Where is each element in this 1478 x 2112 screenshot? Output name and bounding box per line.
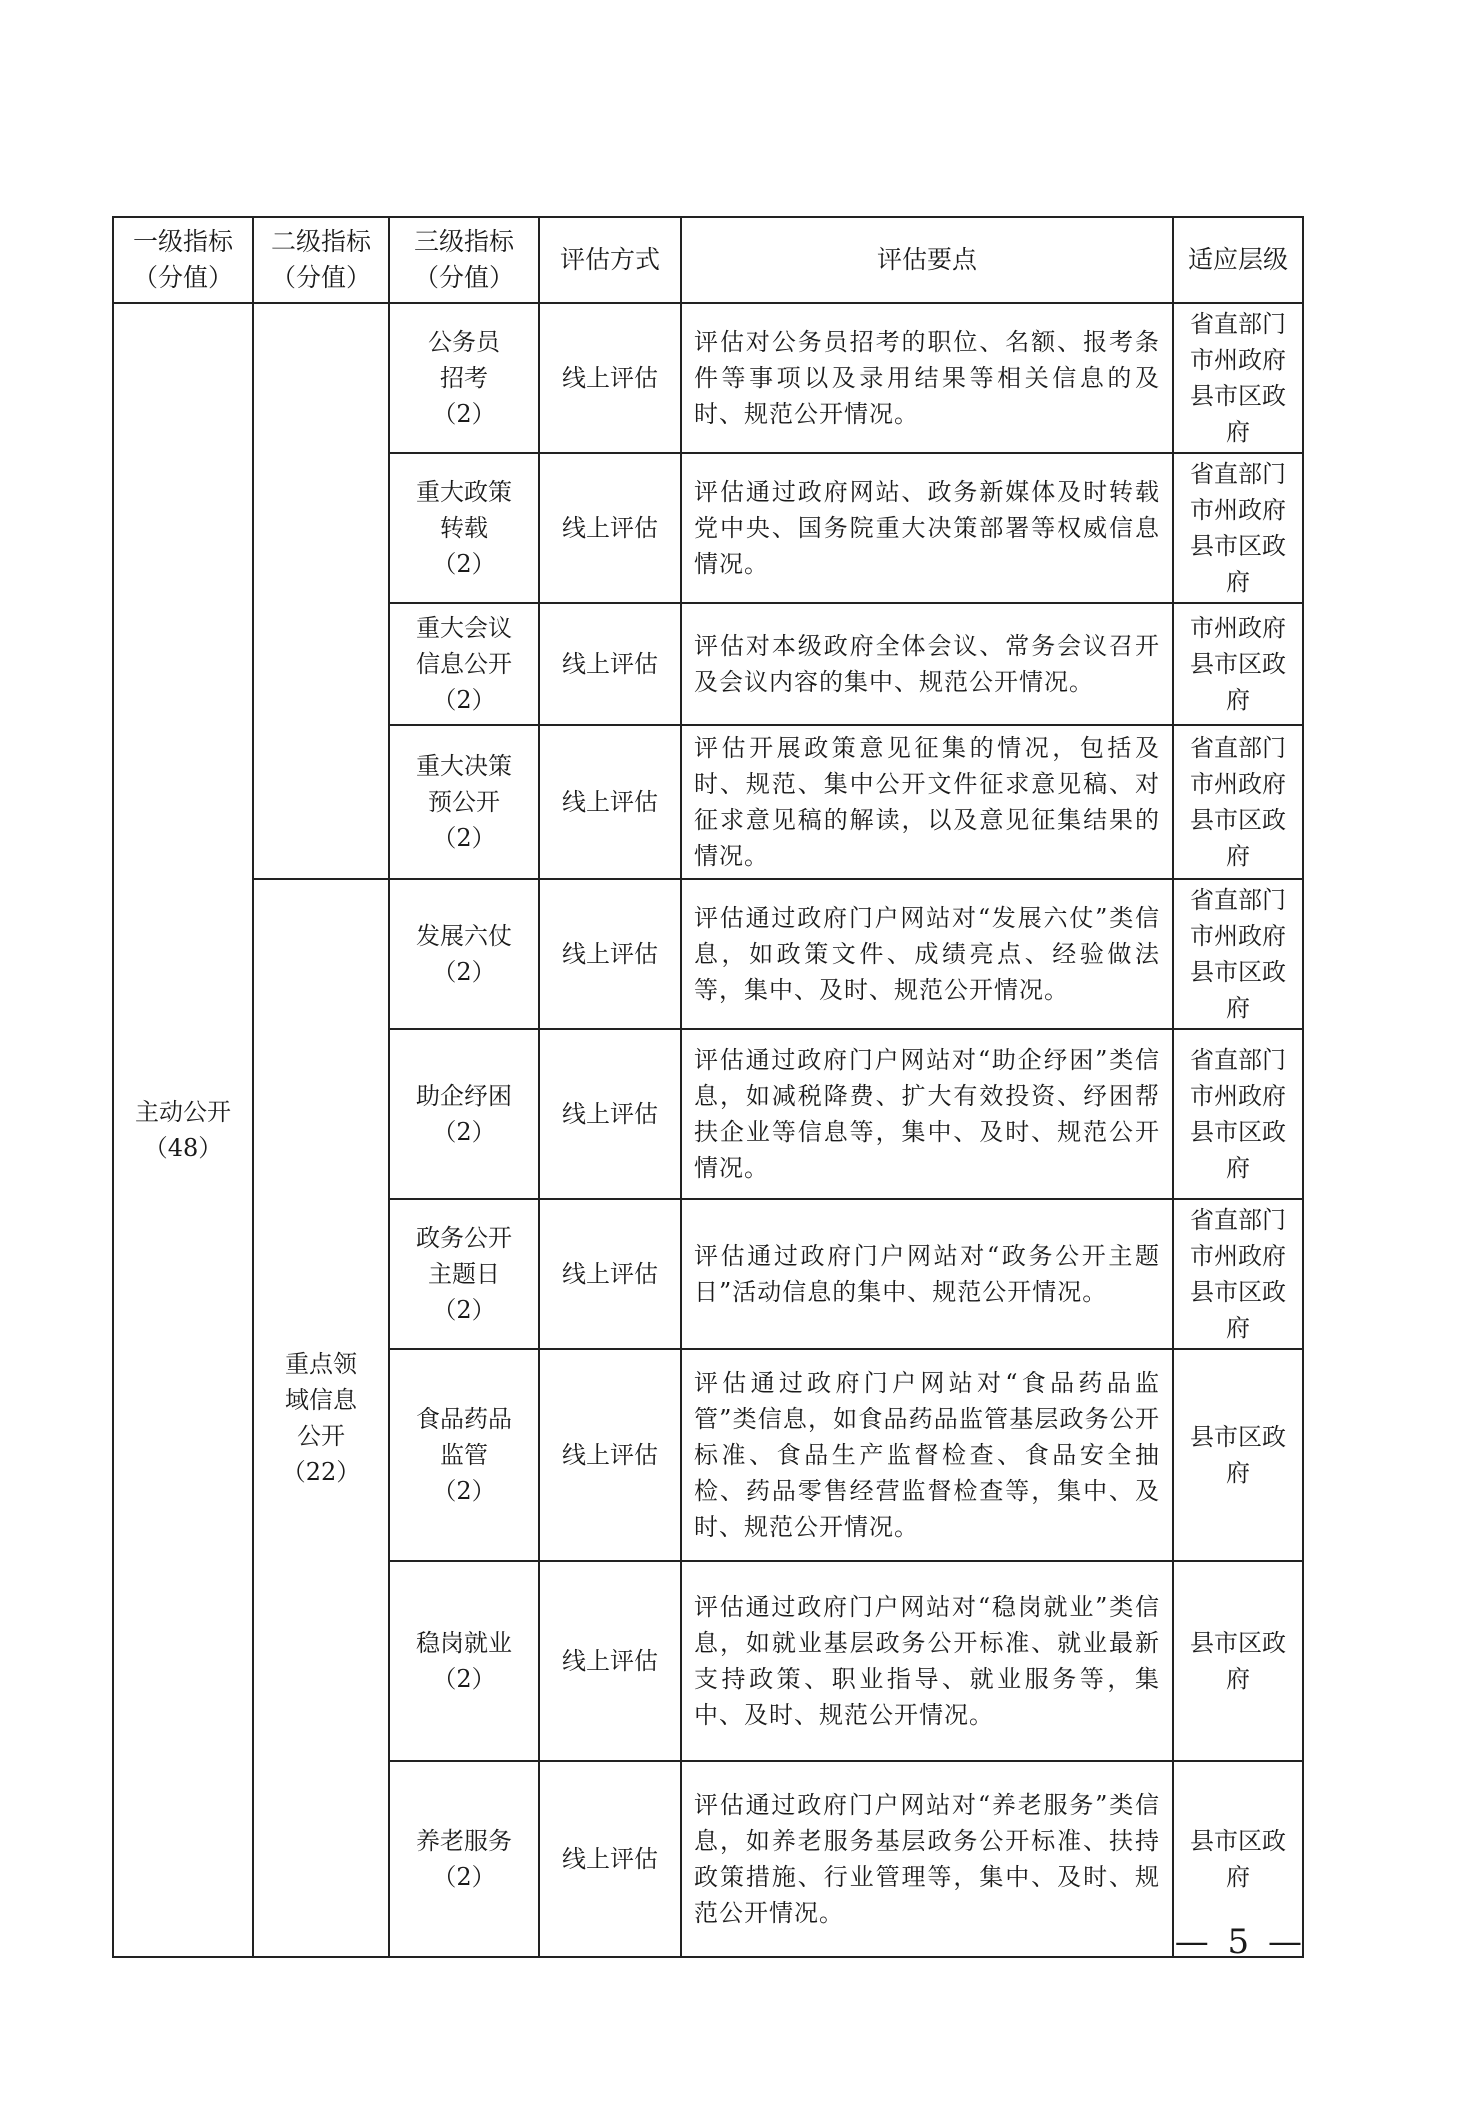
header-level3: 三级指标 （分值） [389, 217, 539, 303]
scope-cell: 省直部门 市州政府 县市区政府 [1173, 725, 1303, 879]
table-header-row [113, 217, 1303, 303]
scope-cell: 县市区政府 [1173, 1561, 1303, 1761]
scope-cell: 县市区政府 [1173, 1349, 1303, 1561]
level3-indicator: 养老服务 （2） [389, 1761, 539, 1957]
header-method: 评估方式 [539, 217, 681, 303]
method-cell: 线上评估 [539, 1199, 681, 1349]
scope-cell: 省直部门 市州政府 县市区政府 [1173, 1029, 1303, 1199]
points-cell: 评估通过政府门户网站对“助企纾困”类信息，如减税降费、扩大有效投资、纾困帮扶企业等信息等，集中、及时、规范公开情况。 [681, 1029, 1173, 1199]
method-cell: 线上评估 [539, 1029, 681, 1199]
points-cell: 评估通过政府门户网站对“食品药品监管”类信息，如食品药品监管基层政务公开标准、食品生产监督检查、食品安全抽检、药品零售经营监督检查等，集中、及时、规范公开情况。 [681, 1349, 1173, 1561]
method-cell: 线上评估 [539, 1561, 681, 1761]
method-cell: 线上评估 [539, 879, 681, 1029]
scope-cell: 省直部门 市州政府 县市区政府 [1173, 303, 1303, 453]
method-cell: 线上评估 [539, 1349, 681, 1561]
method-cell: 线上评估 [539, 725, 681, 879]
method-cell: 线上评估 [539, 603, 681, 725]
scope-cell: 省直部门 市州政府 县市区政府 [1173, 1199, 1303, 1349]
level3-indicator: 发展六仗 （2） [389, 879, 539, 1029]
level1-indicator: 主动公开 （48） [113, 303, 253, 1957]
scope-cell: 省直部门 市州政府 县市区政府 [1173, 879, 1303, 1029]
method-cell: 线上评估 [539, 1761, 681, 1957]
assessment-table [112, 216, 1304, 1958]
level3-indicator: 稳岗就业 （2） [389, 1561, 539, 1761]
points-cell: 评估通过政府门户网站对“政务公开主题日”活动信息的集中、规范公开情况。 [681, 1199, 1173, 1349]
level3-indicator: 重大政策 转载 （2） [389, 453, 539, 603]
points-cell: 评估通过政府网站、政务新媒体及时转载党中央、国务院重大决策部署等权威信息情况。 [681, 453, 1173, 603]
page-number: — 5 — [1174, 1922, 1306, 1962]
method-cell: 线上评估 [539, 303, 681, 453]
level3-indicator: 食品药品 监管 （2） [389, 1349, 539, 1561]
level3-indicator: 公务员 招考 （2） [389, 303, 539, 453]
header-level1: 一级指标 （分值） [113, 217, 253, 303]
scope-cell: 县市区政府 [1173, 1761, 1303, 1957]
table-row [113, 303, 1303, 453]
points-cell: 评估对公务员招考的职位、名额、报考条件等事项以及录用结果等相关信息的及时、规范公开情况。 [681, 303, 1173, 453]
points-cell: 评估对本级政府全体会议、常务会议召开及会议内容的集中、规范公开情况。 [681, 603, 1173, 725]
level3-indicator: 助企纾困 （2） [389, 1029, 539, 1199]
table-row [113, 879, 1303, 1029]
points-cell: 评估开展政策意见征集的情况，包括及时、规范、集中公开文件征求意见稿、对征求意见稿的解读，以及意见征集结果的情况。 [681, 725, 1173, 879]
level2-indicator-empty [253, 303, 389, 879]
scope-cell: 省直部门 市州政府 县市区政府 [1173, 453, 1303, 603]
points-cell: 评估通过政府门户网站对“养老服务”类信息，如养老服务基层政务公开标准、扶持政策措施、行业管理等，集中、及时、规范公开情况。 [681, 1761, 1173, 1957]
scope-cell: 市州政府 县市区政府 [1173, 603, 1303, 725]
method-cell: 线上评估 [539, 453, 681, 603]
header-level2: 二级指标 （分值） [253, 217, 389, 303]
points-cell: 评估通过政府门户网站对“稳岗就业”类信息，如就业基层政务公开标准、就业最新支持政策、职业指导、就业服务等，集中、及时、规范公开情况。 [681, 1561, 1173, 1761]
level3-indicator: 重大会议 信息公开 （2） [389, 603, 539, 725]
level3-indicator: 重大决策 预公开 （2） [389, 725, 539, 879]
header-points: 评估要点 [681, 217, 1173, 303]
points-cell: 评估通过政府门户网站对“发展六仗”类信息，如政策文件、成绩亮点、经验做法等，集中、及时、规范公开情况。 [681, 879, 1173, 1029]
level3-indicator: 政务公开 主题日 （2） [389, 1199, 539, 1349]
header-scope: 适应层级 [1173, 217, 1303, 303]
level2-indicator: 重点领 域信息 公开 （22） [253, 879, 389, 1957]
